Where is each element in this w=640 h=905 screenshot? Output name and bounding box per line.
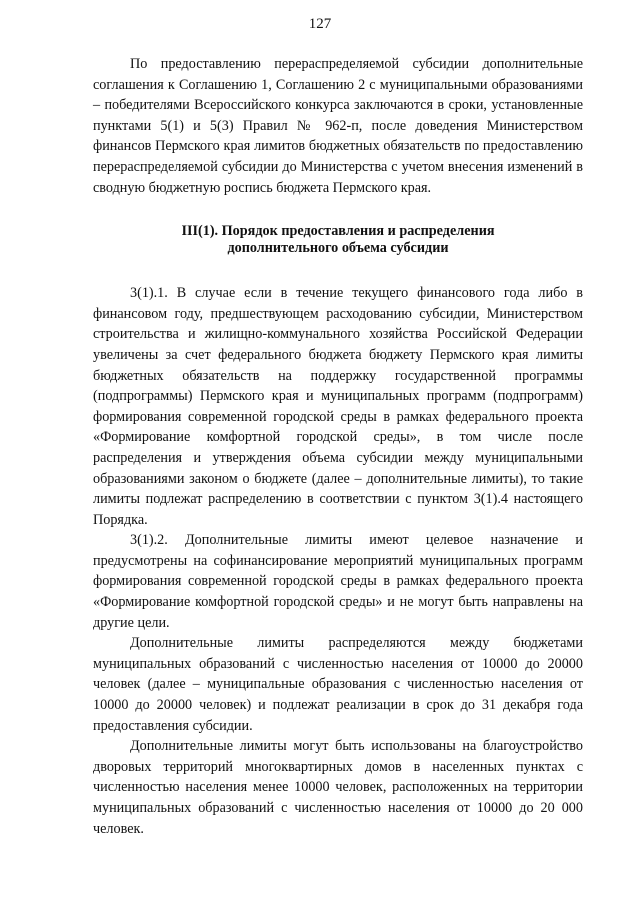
page-number: 127: [308, 16, 332, 32]
section-heading-line-2: дополнительного объема субсидии: [227, 240, 449, 257]
paragraph-3-1-1: 3(1).1. В случае если в течение текущего финансового года либо в финансовом году, предшествующем расходованию субсидии, Министерством строительства и жилищно-коммунального хозяйства Российской Федерации увеличены за счет федерального бюджета бюджету Пермского края лимиты бюджетных обязательств на поддержку государственной программы (подпрограммы) Пермского края и муниципальных программ (подпрограмм) формирования современной городской среды в рамках федерального проекта «Формирование комфортной городской среды», в том числе после распределения и утверждения объема субсидии между муниципальными образованиями законом о бюджете (далее – дополнительные лимиты), то такие лимиты подлежат распределению в соответствии с пунктом 3(1).4 настоящего Порядка.: [93, 285, 583, 528]
paragraph-3-1-2: 3(1).2. Дополнительные лимиты имеют целевое назначение и предусмотрены на софинансирование мероприятий муниципальных программ формирования современной городской среды в рамках федерального проекта «Формирование комфортной городской среды» и не могут быть направлены на другие цели.: [93, 532, 583, 631]
section-heading: [93, 223, 583, 257]
intro-paragraph: По предоставлению перераспределяемой субсидии дополнительные соглашения к Соглашению 1, Соглашению 2 с муниципальными образованиями – победителями Всероссийского конкурса заключаются в сроки, установленные пунктами 5(1) и 5(3) Правил № 962-п, после доведения Министерством финансов Пермского края лимитов бюджетных обязательств по предоставлению перераспределяемой субсидии до Министерства с учетом внесения изменений в сводную бюджетную роспись бюджета Пермского края.: [93, 56, 583, 196]
section-heading-line-1: III(1). Порядок предоставления и распределения: [181, 223, 495, 240]
document-body: [93, 54, 583, 839]
paragraph-limits-distribution: Дополнительные лимиты распределяются между бюджетами муниципальных образований с численностью населения от 10000 до 20000 человек (далее – муниципальные образования с численностью населения от 10000 до 20000 человек) и подлежат реализации в срок до 31 декабря года предоставления субсидии.: [93, 635, 583, 734]
paragraph-limits-usage: Дополнительные лимиты могут быть использованы на благоустройство дворовых территорий многоквартирных домов в населенных пунктах с численностью населения менее 10000 человек, расположенных на территории муниципальных образований с численностью населения от 10000 до 20 000 человек.: [93, 738, 583, 837]
